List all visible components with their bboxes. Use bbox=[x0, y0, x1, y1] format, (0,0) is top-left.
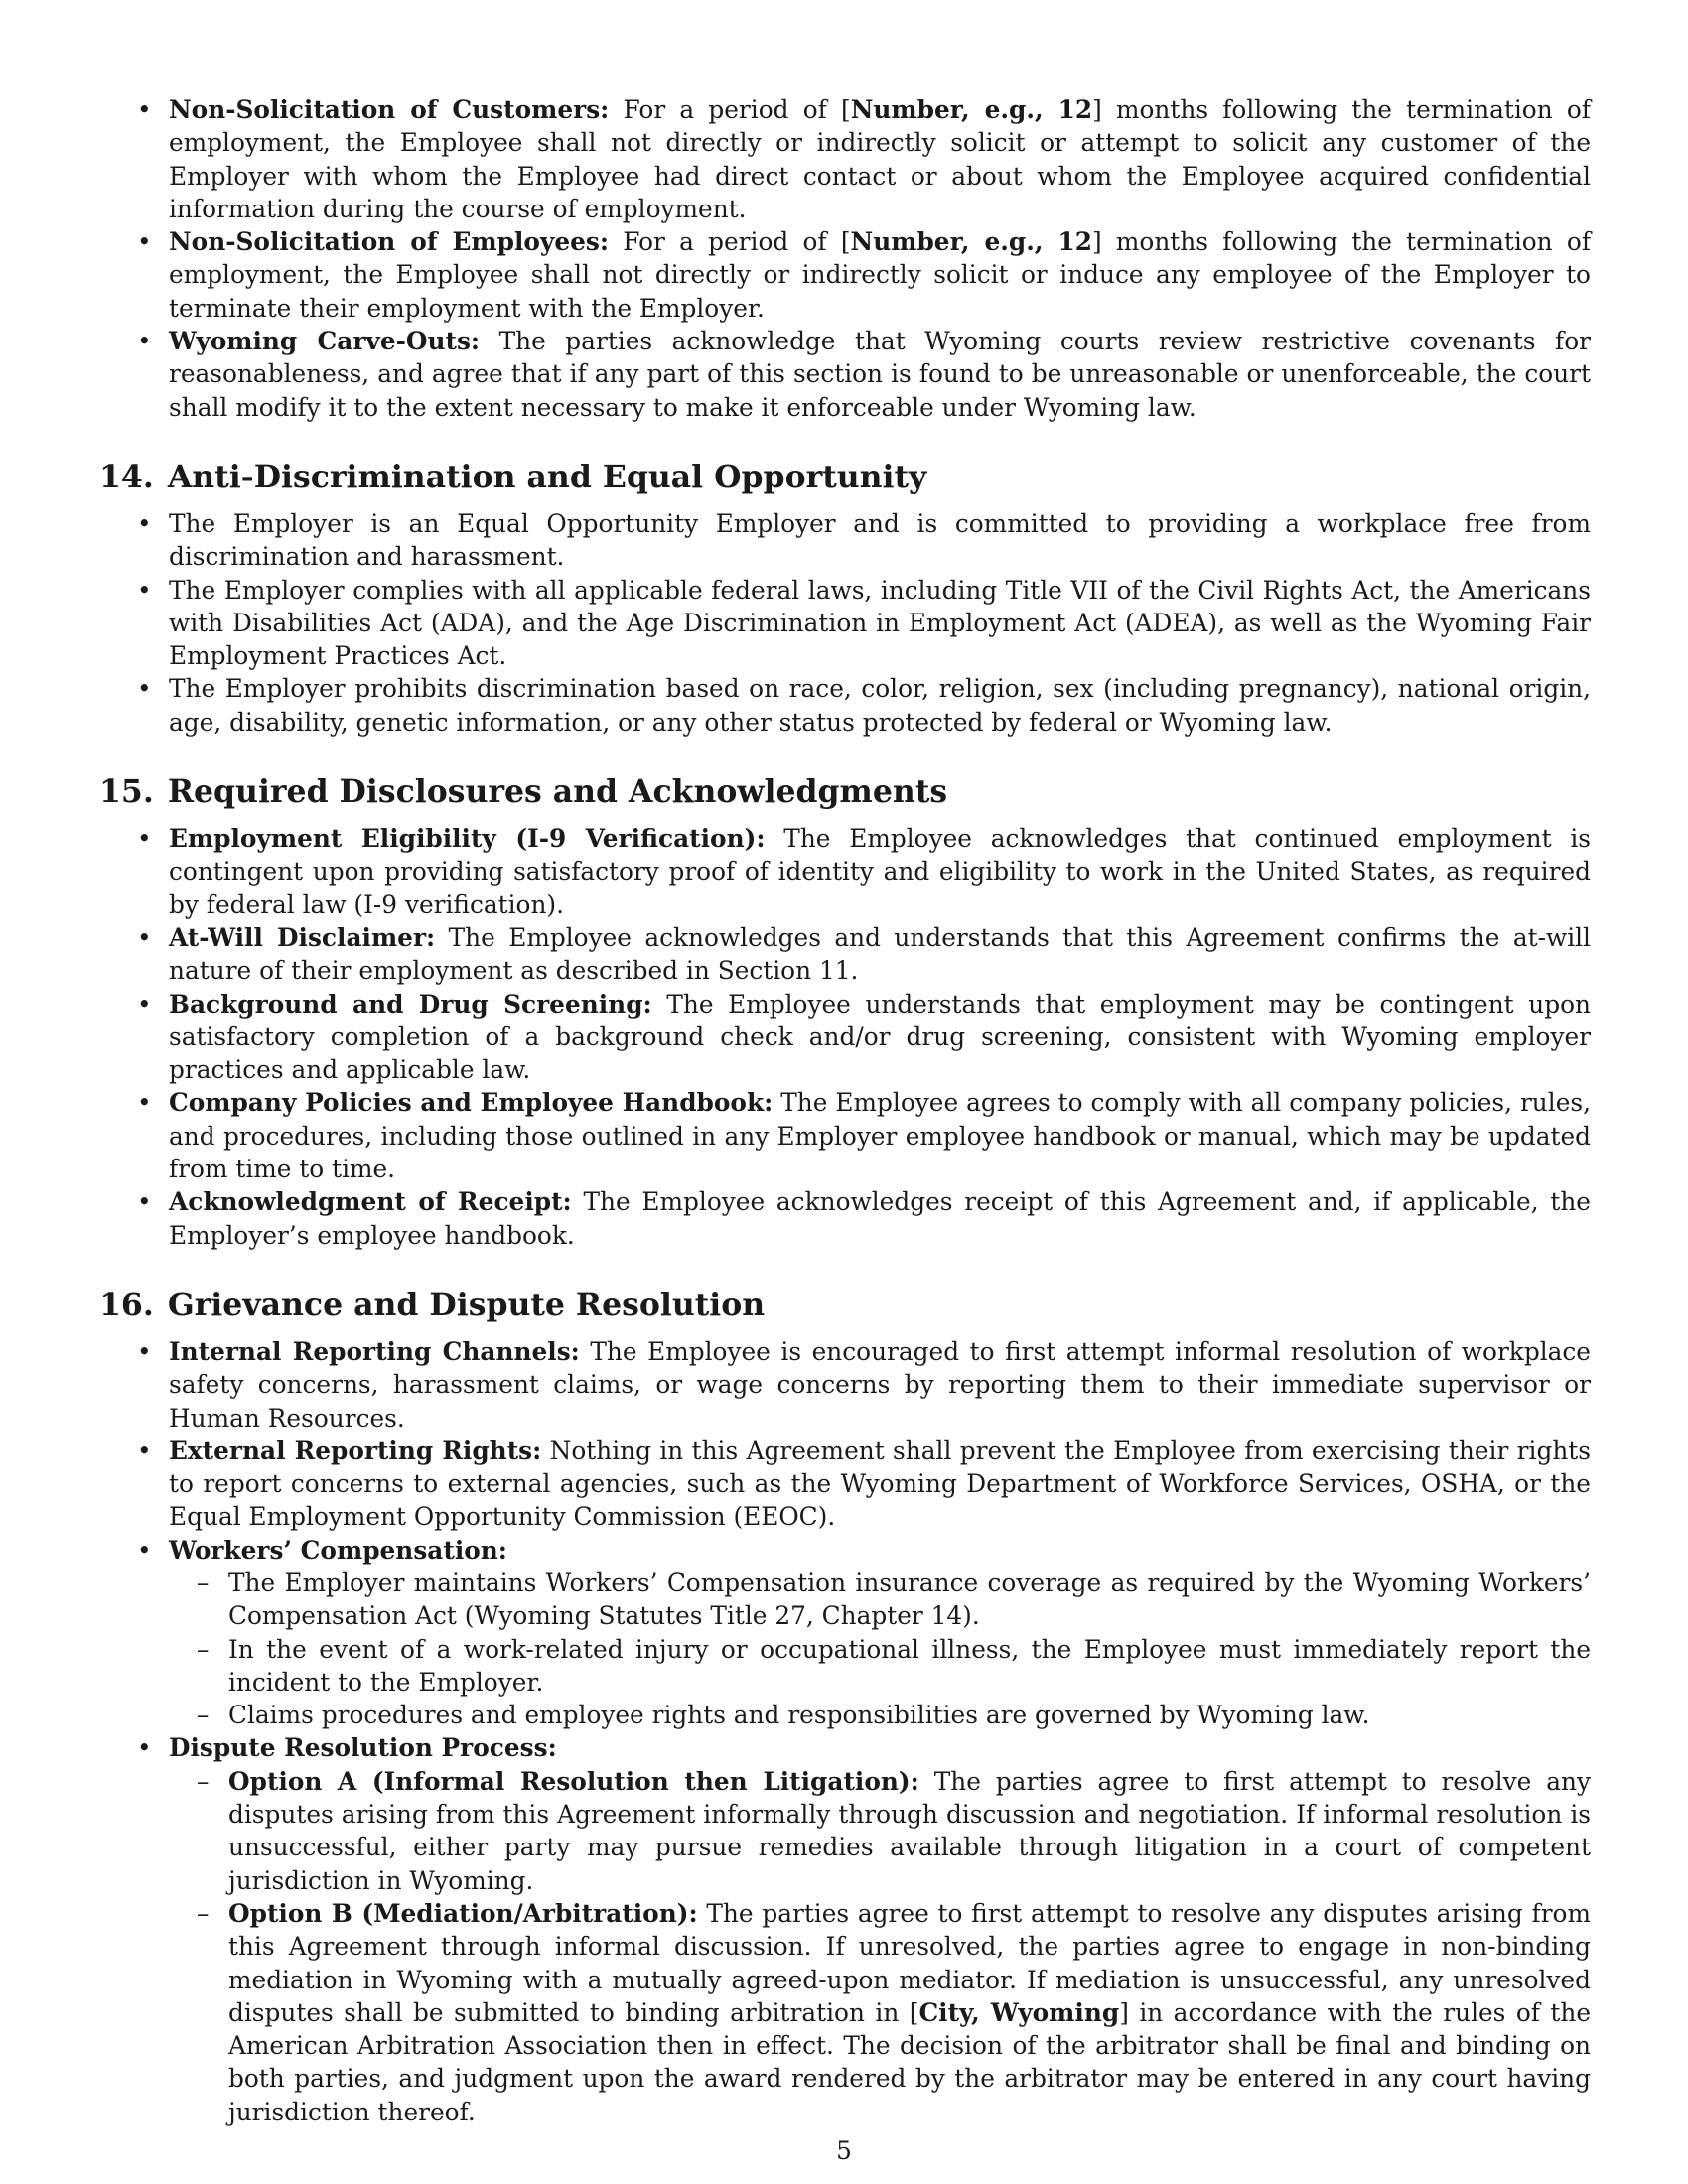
section-number: 15. bbox=[99, 773, 154, 811]
list-item bbox=[99, 225, 1591, 325]
list-item: • The Employer prohibits discrimination based on race, color, religion, sex (including pregnancy), national origin, age, disability, genetic information, or any other status protected by federal or Wyoming law. bbox=[99, 672, 1591, 739]
list-item bbox=[99, 1731, 1591, 2128]
item-lead: Non-Solicitation of Employees: bbox=[169, 227, 609, 257]
list-item bbox=[99, 93, 1591, 225]
item-text: The Employee understands that employment may be contingent upon satisfactory completion of a background check and/or drug screening, consistent with Wyoming employer practices and applicable law. bbox=[169, 989, 1591, 1085]
section-title: Required Disclosures and Acknowledgments bbox=[167, 773, 948, 811]
sublist-item: – The Employer maintains Workers’ Compensation insurance coverage as required by the Wyoming Workers’ Compensation Act (Wyoming Statutes Title 27, Chapter 14). bbox=[169, 1567, 1591, 1633]
non-solicitation-list bbox=[99, 93, 1591, 424]
item-lead: Acknowledgment of Receipt: bbox=[169, 1187, 572, 1217]
section-title: Anti-Discrimination and Equal Opportunity bbox=[167, 458, 927, 495]
item-text: The Employee is encouraged to first attempt informal resolution of workplace safety concerns, harassment claims, or wage concerns by reporting them to their immediate supervisor or Human Resources. bbox=[169, 1336, 1591, 1433]
list-item bbox=[99, 1086, 1591, 1185]
section-15-list bbox=[99, 822, 1591, 1252]
section-number: 16. bbox=[99, 1286, 154, 1323]
item-text: The Employee acknowledges and understands that this Agreement confirms the at-will nature of their employment as described in Section 11. bbox=[169, 922, 1591, 986]
list-item bbox=[99, 988, 1591, 1087]
list-item bbox=[99, 822, 1591, 921]
section-number: 14. bbox=[99, 458, 154, 495]
workers-comp-sublist bbox=[169, 1567, 1591, 1731]
item-lead: Workers’ Compensation: bbox=[169, 1535, 507, 1565]
section-heading bbox=[99, 772, 1591, 812]
item-lead: Employment Eligibility (I-9 Verification): bbox=[169, 824, 766, 854]
item-text: The parties acknowledge that Wyoming courts review restrictive covenants for reasonableness, and agree that if any part of this section is found to be unreasonable or unenforceable, the court shall modify it to the extent necessary to make it enforceable under Wyoming law. bbox=[169, 327, 1591, 422]
section-title: Grievance and Dispute Resolution bbox=[167, 1286, 766, 1323]
list-item: • The Employer complies with all applicable federal laws, including Title VII of the Civil Rights Act, the Americans with Disabilities Act (ADA), and the Age Discrimination in Employment Act (ADEA), as well as the Wyoming Fair Employment Practices Act. bbox=[99, 574, 1591, 673]
dispute-options-sublist bbox=[169, 1765, 1591, 2128]
placeholder-field: Number, e.g., 12 bbox=[850, 227, 1092, 257]
section-16 bbox=[99, 1286, 1591, 2128]
item-text: Nothing in this Agreement shall prevent the Employee from exercising their rights to report concerns to external agencies, such as the Wyoming Department of Workforce Services, OSHA, or the Equal Employment Opportunity Commission (EEOC). bbox=[169, 1435, 1591, 1532]
item-lead: Background and Drug Screening: bbox=[169, 989, 652, 1019]
item-lead: Non-Solicitation of Customers: bbox=[169, 95, 610, 124]
item-lead: At-Will Disclaimer: bbox=[169, 922, 436, 952]
item-lead: Wyoming Carve-Outs: bbox=[169, 327, 481, 356]
item-lead: External Reporting Rights: bbox=[169, 1435, 542, 1465]
list-item bbox=[99, 1185, 1591, 1252]
page-number: 5 bbox=[836, 2136, 852, 2165]
item-text: The Employee agrees to comply with all company policies, rules, and procedures, including those outlined in any Employer employee handbook or manual, which may be updated from time to time. bbox=[169, 1088, 1591, 1184]
list-item bbox=[99, 921, 1591, 988]
list-item bbox=[99, 325, 1591, 424]
section-heading bbox=[99, 1286, 1591, 1325]
option-text: The parties agree to first attempt to resolve any disputes arising from this Agreement informally through discussion and negotiation. If informal resolution is unsuccessful, either party may pursue remedies available through litigation in a court of competent jurisdiction in Wyoming. bbox=[228, 1766, 1591, 1895]
item-lead: Internal Reporting Channels: bbox=[169, 1336, 580, 1366]
list-item bbox=[99, 1434, 1591, 1534]
placeholder-field: Number, e.g., 12 bbox=[850, 95, 1093, 124]
sublist-item: – In the event of a work-related injury or occupational illness, the Employee must immediately report the incident to the Employer. bbox=[169, 1633, 1591, 1700]
section-16-list bbox=[99, 1335, 1591, 2128]
section-15 bbox=[99, 772, 1591, 1252]
item-text: ] months following the termination of employment, the Employee shall not directly or indirectly solicit or induce any employee of the Employer to terminate their employment with the Employer. bbox=[169, 227, 1592, 323]
option-lead: Option B (Mediation/Arbitration): bbox=[228, 1898, 698, 1928]
item-text: For a period of [ bbox=[609, 95, 851, 124]
sublist-item: – Claims procedures and employee rights and responsibilities are governed by Wyoming law. bbox=[169, 1699, 1591, 1731]
item-text: The Employee acknowledges receipt of this Agreement and, if applicable, the Employer’s employee handbook. bbox=[169, 1187, 1591, 1250]
option-lead: Option A (Informal Resolution then Litigation): bbox=[228, 1766, 919, 1796]
item-text: The Employee acknowledges that continued employment is contingent upon providing satisfactory proof of identity and eligibility to work in the United States, as required by federal law (I-9 verification). bbox=[169, 824, 1591, 919]
list-item bbox=[99, 1335, 1591, 1434]
sublist-item bbox=[169, 1765, 1591, 1897]
list-item bbox=[99, 1534, 1591, 1732]
sublist-item bbox=[169, 1897, 1591, 2128]
option-text: The parties agree to first attempt to resolve any disputes arising from this Agreement through informal discussion. If unresolved, the parties agree to engage in non-binding mediation in Wyoming with a mutually agreed-upon mediator. If mediation is unsuccessful, any unresolved disputes shall be submitted to binding arbitration in [ bbox=[228, 1898, 1591, 2027]
list-item: • The Employer is an Equal Opportunity Employer and is committed to providing a workplace free from discrimination and harassment. bbox=[99, 507, 1591, 574]
placeholder-field: City, Wyoming bbox=[918, 1997, 1120, 2027]
section-14 bbox=[99, 458, 1591, 739]
item-lead: Dispute Resolution Process: bbox=[169, 1733, 557, 1763]
item-text: ] months following the termination of employment, the Employee shall not directly or indirectly solicit or attempt to solicit any customer of the Employer with whom the Employee had direct contact or about whom the Employee acquired confidential information during the course of employment. bbox=[169, 95, 1591, 223]
section-14-list bbox=[99, 507, 1591, 739]
item-lead: Company Policies and Employee Handbook: bbox=[169, 1088, 774, 1118]
option-text: ] in accordance with the rules of the American Arbitration Association then in effect. The decision of the arbitrator shall be final and binding on both parties, and judgment upon the award rendered by the arbitrator may be entered in any court having jurisdiction thereof. bbox=[228, 1997, 1592, 2126]
item-text: For a period of [ bbox=[609, 227, 851, 257]
section-heading bbox=[99, 458, 1591, 497]
page-content bbox=[99, 93, 1591, 2128]
